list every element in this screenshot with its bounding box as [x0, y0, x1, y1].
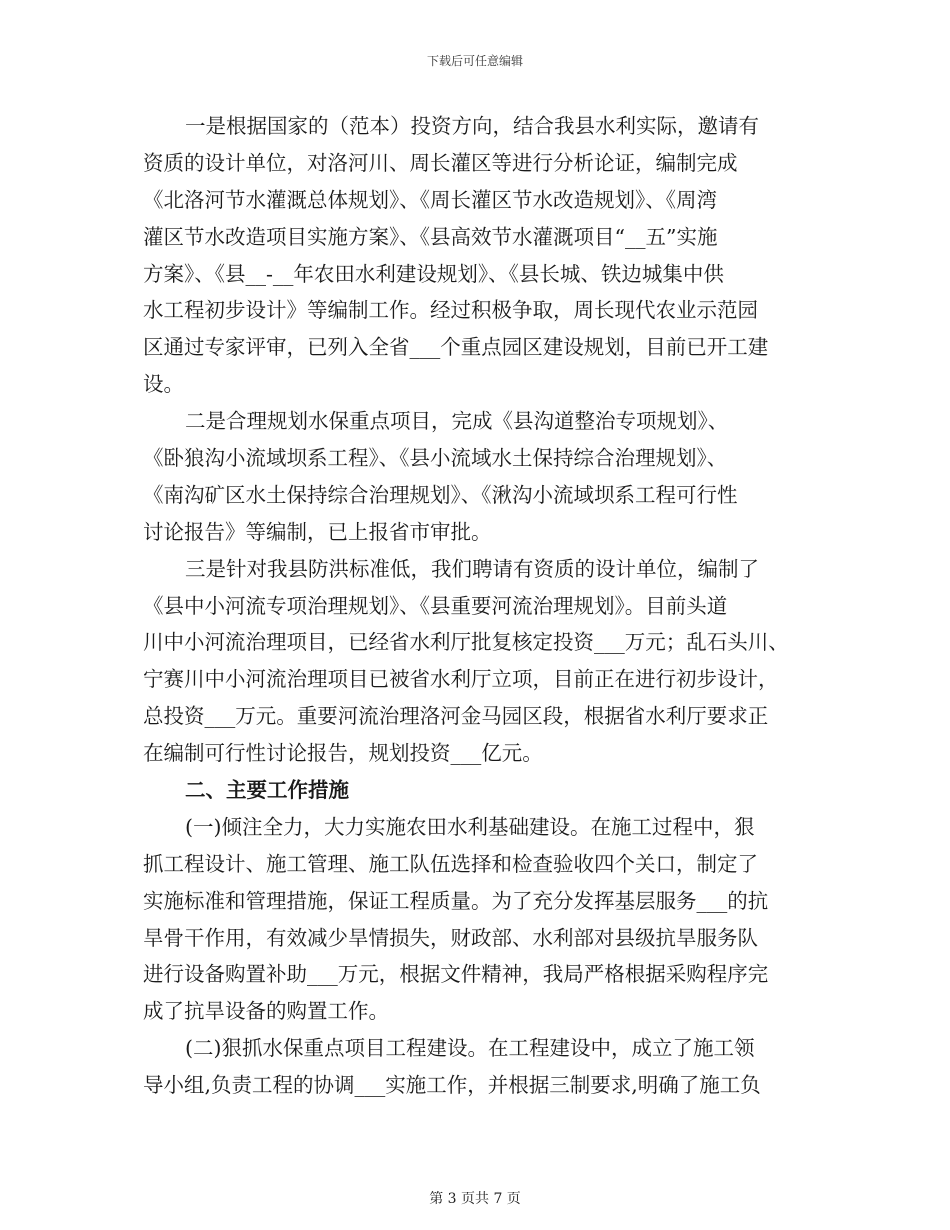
text-line: 三是针对我县防洪标准低，我们聘请有资质的设计单位，编制了 [185, 556, 759, 581]
section-heading: 二、主要工作措施 [185, 778, 349, 803]
text-line: 水工程初步设计》等编制工作。经过积极争取，周长现代农业示范园 [143, 298, 758, 323]
text-line: 总投资___万元。重要河流治理洛河金马园区段，根据省水利厅要求正 [143, 704, 769, 729]
text-line: 旱骨干作用，有效减少旱情损失，财政部、水利部对县级抗旱服务队 [143, 925, 758, 950]
text-line: 区通过专家评审，已列入全省___个重点园区建设规划，目前已开工建 [143, 335, 769, 360]
text-line: 资质的设计单位，对洛河川、周长灌区等进行分析论证，编制完成 [143, 150, 738, 175]
text-line: 导小组,负责工程的协调___实施工作，并根据三制要求,明确了施工负 [143, 1073, 761, 1098]
text-line: 实施标准和管理措施，保证工程质量。为了充分发挥基层服务___的抗 [143, 888, 769, 913]
text-line: 设。 [143, 372, 184, 397]
text-line: 方案》、《县__-__年农田水利建设规划》、《县长城、铁边城集中供 [143, 261, 724, 286]
text-line: 《南沟矿区水土保持综合治理规划》、《湫沟小流域坝系工程可行性 [143, 482, 738, 507]
text-line: 宁赛川中小河流治理项目已被省水利厅立项，目前正在进行初步设计， [143, 667, 779, 692]
text-line: 抓工程设计、施工管理、施工队伍选择和检查验收四个关口，制定了 [143, 851, 758, 876]
text-line: 《北洛河节水灌溉总体规划》、《周长灌区节水改造规划》、《周湾 [143, 187, 717, 212]
document-body [143, 108, 819, 1104]
text-line: 进行设备购置补助___万元，根据文件精神，我局严格根据采购程序完 [143, 962, 769, 987]
text-line: 《县中小河流专项治理规划》、《县重要河流治理规划》。目前头道 [143, 593, 728, 618]
text-line: 川中小河流治理项目，已经省水利厅批复核定投资___万元；乱石头川、 [143, 630, 789, 655]
page-footer: 第 3 页共 7 页 [429, 1191, 521, 1207]
page-header: 下载后可任意编辑 [426, 54, 523, 68]
text-line: 一是根据国家的（范本）投资方向，结合我县水利实际，邀请有 [185, 114, 759, 138]
text-line: 讨论报告》等编制，已上报省市审批。 [143, 519, 492, 544]
text-line: 在编制可行性讨论报告，规划投资___亿元。 [143, 741, 543, 766]
text-line: (二)狠抓水保重点项目工程建设。在工程建设中，成立了施工领 [185, 1036, 755, 1061]
text-line: 《卧狼沟小流域坝系工程》、《县小流域水土保持综合治理规划》、 [143, 446, 728, 471]
text-line: (一)倾注全力，大力实施农田水利基础建设。在施工过程中，狠 [185, 814, 755, 839]
text-line: 成了抗旱设备的购置工作。 [143, 999, 389, 1024]
text-line: 灌区节水改造项目实施方案》、《县高效节水灌溉项目“__五”实施 [143, 224, 718, 249]
text-line: 二是合理规划水保重点项目，完成《县沟道整治专项规划》、 [185, 409, 729, 434]
